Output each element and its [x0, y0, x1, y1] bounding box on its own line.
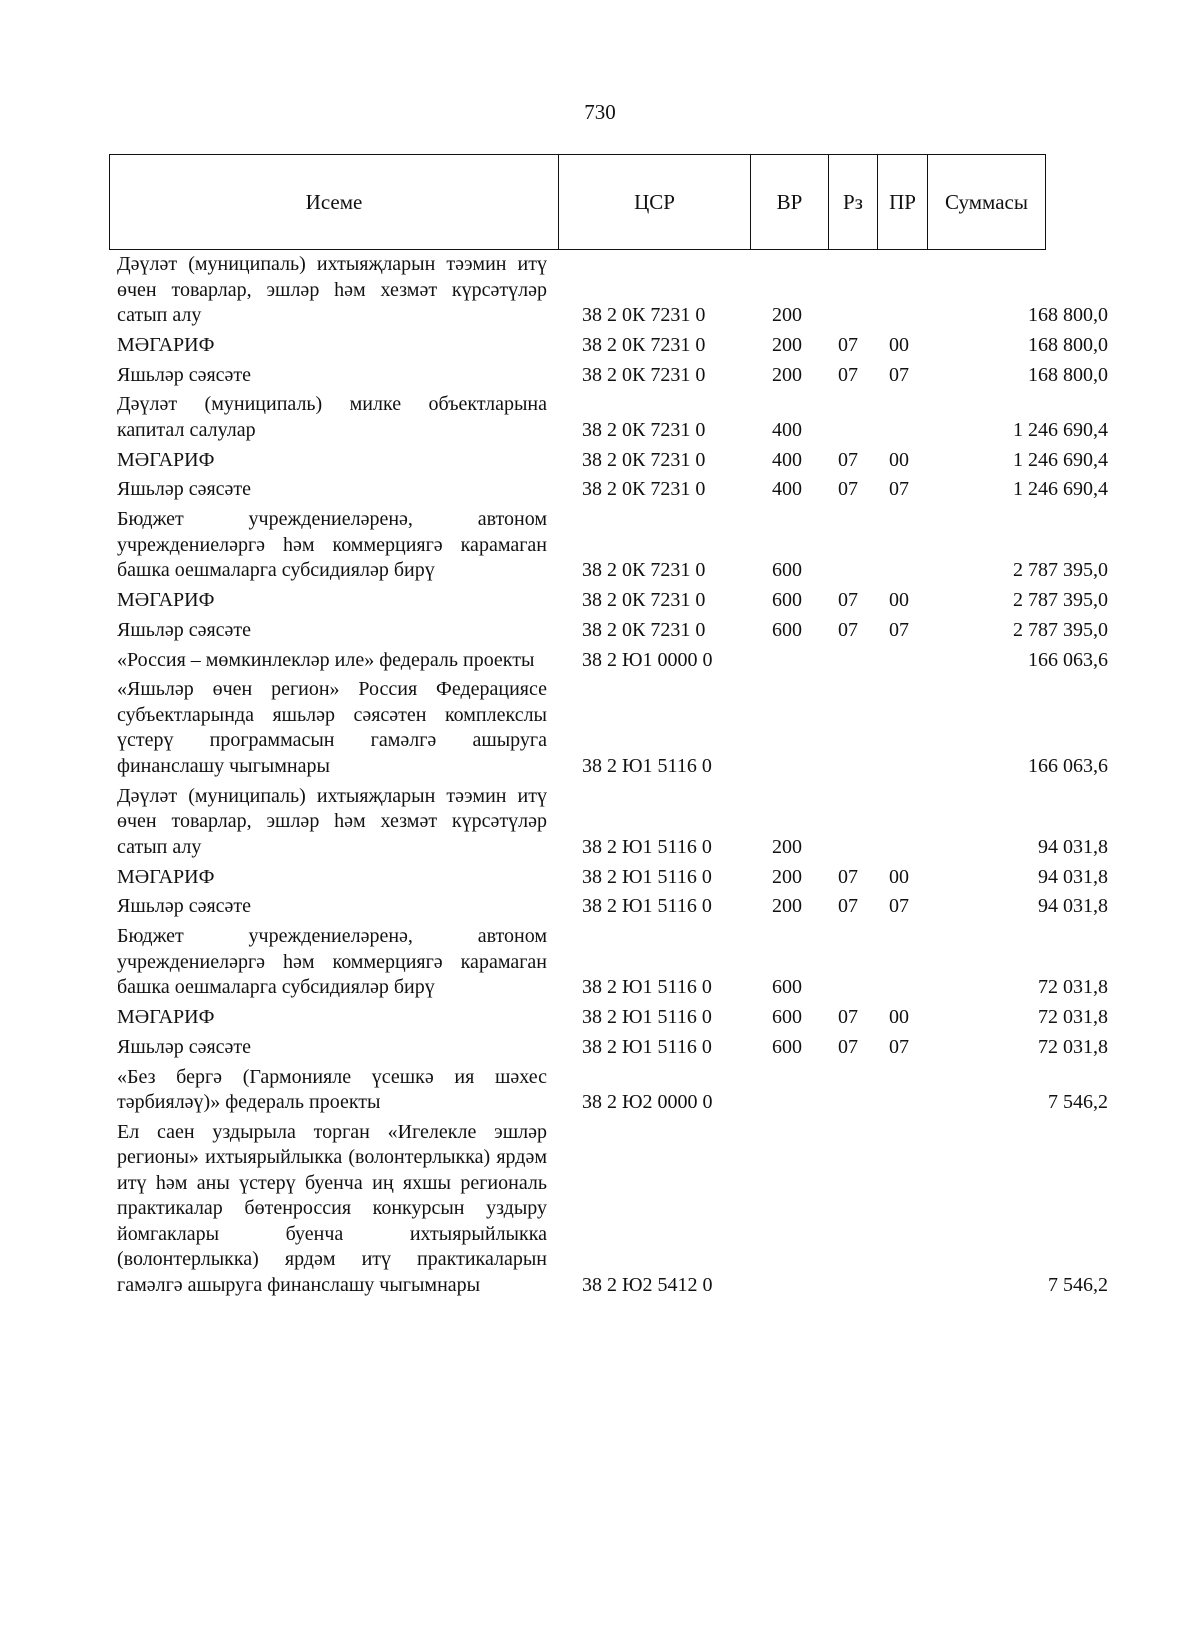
row-csr: 38 2 0К 7231 0 — [582, 559, 706, 582]
row-csr: 38 2 0К 7231 0 — [582, 304, 706, 326]
row-name: Яшьләр сәясәте — [117, 618, 252, 641]
row-name: Дәүләт (муниципаль) ихтыяҗларын тәэмин итү өчен товарлар, эшләр һәм хезмәт күрсәтүләр сатып алу — [117, 784, 547, 858]
row-sum: 7 546,2 — [1048, 1273, 1108, 1296]
row-csr: 38 2 Ю1 5116 0 — [582, 895, 712, 918]
row-sum: 7 546,2 — [1048, 1091, 1108, 1114]
row-sum: 72 031,8 — [1038, 1035, 1108, 1058]
row-pr: 00 — [889, 1005, 909, 1028]
row-sum: 94 031,8 — [1038, 865, 1108, 888]
row-vr: 400 — [772, 478, 802, 501]
row-vr: 200 — [772, 304, 802, 326]
row-rz: 07 — [838, 1035, 858, 1058]
row-vr: 600 — [772, 559, 802, 582]
row-name: Яшьләр сәясәте — [117, 478, 252, 501]
row-csr: 38 2 0К 7231 0 — [582, 363, 706, 386]
row-csr: 38 2 Ю2 0000 0 — [582, 1091, 713, 1114]
header-csr: ЦСР — [559, 155, 751, 249]
row-name: «Россия – мөмкинлекләр иле» федераль проекты — [117, 648, 535, 671]
row-name: Дәүләт (муниципаль) ихтыяҗларын тәэмин итү өчен товарлар, эшләр һәм хезмәт күрсәтүләр сатып алу — [117, 253, 547, 326]
row-sum: 2 787 395,0 — [1013, 618, 1108, 641]
table-row — [0, 865, 1200, 891]
row-vr: 600 — [772, 1005, 802, 1028]
row-name: «Без бергә (Гармонияле үсешкә ия шәхес тәрбияләү)» федераль проекты — [117, 1065, 547, 1114]
header-sum: Суммасы — [945, 189, 1028, 214]
row-rz: 07 — [838, 478, 858, 501]
table-row — [0, 392, 1200, 443]
row-pr: 00 — [889, 448, 909, 471]
table-row — [0, 618, 1200, 644]
table-row — [0, 648, 1200, 674]
row-csr: 38 2 Ю1 5116 0 — [582, 754, 712, 777]
row-name: МӘГАРИФ — [117, 865, 215, 888]
row-csr: 38 2 Ю1 5116 0 — [582, 1005, 712, 1028]
row-sum: 2 787 395,0 — [1013, 559, 1108, 582]
row-pr: 07 — [889, 618, 909, 641]
row-vr: 600 — [772, 976, 802, 999]
table-row — [0, 1120, 1200, 1299]
table-row — [0, 784, 1200, 861]
table-row — [0, 1035, 1200, 1061]
row-name: МӘГАРИФ — [117, 333, 215, 356]
row-vr: 200 — [772, 363, 802, 386]
row-sum: 2 787 395,0 — [1013, 589, 1108, 612]
row-name: МӘГАРИФ — [117, 589, 215, 612]
row-pr: 07 — [889, 363, 909, 386]
table-row — [0, 252, 1200, 329]
row-rz: 07 — [838, 448, 858, 471]
table-body — [0, 252, 1200, 1303]
row-name: Ел саен уздырыла торган «Игелекле эшләр регионы» ихтыярыйлыкка (волонтерлыкка) ярдәм итү һәм аны үстерү буенча иң яхшы региональ практикалар бөтенроссия конкурсын уздыру йомгаклары буенча ихтыярыйлыкка (волонтерлыкка) ярдәм итү практикаларын гамәлгә ашыруга финанслашу чыгымнары — [117, 1120, 547, 1296]
row-pr: 07 — [889, 1035, 909, 1058]
row-sum: 166 063,6 — [1028, 648, 1108, 671]
table-row — [0, 507, 1200, 584]
row-sum: 72 031,8 — [1038, 976, 1108, 999]
table-row — [0, 1005, 1200, 1031]
header-name: Исеме — [110, 155, 559, 249]
table-row — [0, 924, 1200, 1001]
row-vr: 400 — [772, 448, 802, 471]
row-csr: 38 2 Ю1 0000 0 — [582, 648, 713, 671]
row-vr: 600 — [772, 589, 802, 612]
row-vr: 600 — [772, 618, 802, 641]
row-sum: 168 800,0 — [1028, 333, 1108, 356]
row-vr: 200 — [772, 835, 802, 858]
row-name: Бюджет учреждениеләренә, автоном учреждениеләргә һәм коммерциягә карамаган башка оешмаларга субсидияләр бирү — [117, 508, 547, 582]
row-vr: 200 — [772, 895, 802, 918]
table-row — [0, 363, 1200, 389]
row-sum: 72 031,8 — [1038, 1005, 1108, 1028]
table-row — [0, 588, 1200, 614]
table-row — [0, 477, 1200, 503]
row-csr: 38 2 0К 7231 0 — [582, 589, 706, 612]
row-vr: 200 — [772, 333, 802, 356]
row-name: Яшьләр сәясәте — [117, 895, 252, 918]
row-rz: 07 — [838, 589, 858, 612]
row-csr: 38 2 Ю1 5116 0 — [582, 1035, 712, 1058]
row-name: Дәүләт (муниципаль) милке объектларына капитал салулар — [117, 393, 547, 441]
table-row — [0, 1065, 1200, 1116]
table-header — [109, 154, 1046, 250]
row-sum: 94 031,8 — [1038, 895, 1108, 918]
header-pr: ПР — [878, 155, 928, 249]
row-csr: 38 2 0К 7231 0 — [582, 448, 706, 471]
row-vr: 400 — [772, 418, 802, 441]
row-vr: 600 — [772, 1035, 802, 1058]
row-rz: 07 — [838, 895, 858, 918]
row-pr: 00 — [889, 589, 909, 612]
row-name: «Яшьләр өчен регион» Россия Федерациясе субъектларында яшьләр сәясәтен комплекслы үстерү программасын гамәлгә ашыруга финанслашу чыгымнары — [117, 678, 547, 777]
row-name: МӘГАРИФ — [117, 448, 215, 471]
row-csr: 38 2 Ю1 5116 0 — [582, 976, 712, 999]
row-rz: 07 — [838, 618, 858, 641]
row-sum: 1 246 690,4 — [1013, 448, 1108, 471]
row-rz: 07 — [838, 363, 858, 386]
row-pr: 00 — [889, 865, 909, 888]
row-name: Яшьләр сәясәте — [117, 1035, 252, 1058]
row-sum: 94 031,8 — [1038, 835, 1108, 858]
row-csr: 38 2 0К 7231 0 — [582, 478, 706, 501]
row-sum: 168 800,0 — [1028, 304, 1108, 326]
row-vr: 200 — [772, 865, 802, 888]
row-csr: 38 2 0К 7231 0 — [582, 333, 706, 356]
row-rz: 07 — [838, 333, 858, 356]
header-vr: ВР — [751, 155, 829, 249]
row-sum: 1 246 690,4 — [1013, 478, 1108, 501]
row-rz: 07 — [838, 865, 858, 888]
row-name: Яшьләр сәясәте — [117, 363, 252, 386]
row-sum: 1 246 690,4 — [1013, 418, 1108, 441]
row-csr: 38 2 0К 7231 0 — [582, 418, 706, 441]
row-csr: 38 2 Ю1 5116 0 — [582, 835, 712, 858]
row-pr: 00 — [889, 333, 909, 356]
row-csr: 38 2 Ю1 5116 0 — [582, 865, 712, 888]
table-row — [0, 677, 1200, 779]
header-rz: Рз — [829, 155, 878, 249]
row-name: Бюджет учреждениеләренә, автоном учреждениеләргә һәм коммерциягә карамаган башка оешмаларга субсидияләр бирү — [117, 925, 547, 999]
row-name: МӘГАРИФ — [117, 1005, 215, 1028]
page-number: 730 — [584, 100, 616, 124]
row-pr: 07 — [889, 895, 909, 918]
row-csr: 38 2 Ю2 5412 0 — [582, 1273, 713, 1296]
table-row — [0, 333, 1200, 359]
table-row — [0, 894, 1200, 920]
row-rz: 07 — [838, 1005, 858, 1028]
table-row — [0, 448, 1200, 474]
row-sum: 166 063,6 — [1028, 754, 1108, 777]
row-sum: 168 800,0 — [1028, 363, 1108, 386]
row-csr: 38 2 0К 7231 0 — [582, 618, 706, 641]
row-pr: 07 — [889, 478, 909, 501]
